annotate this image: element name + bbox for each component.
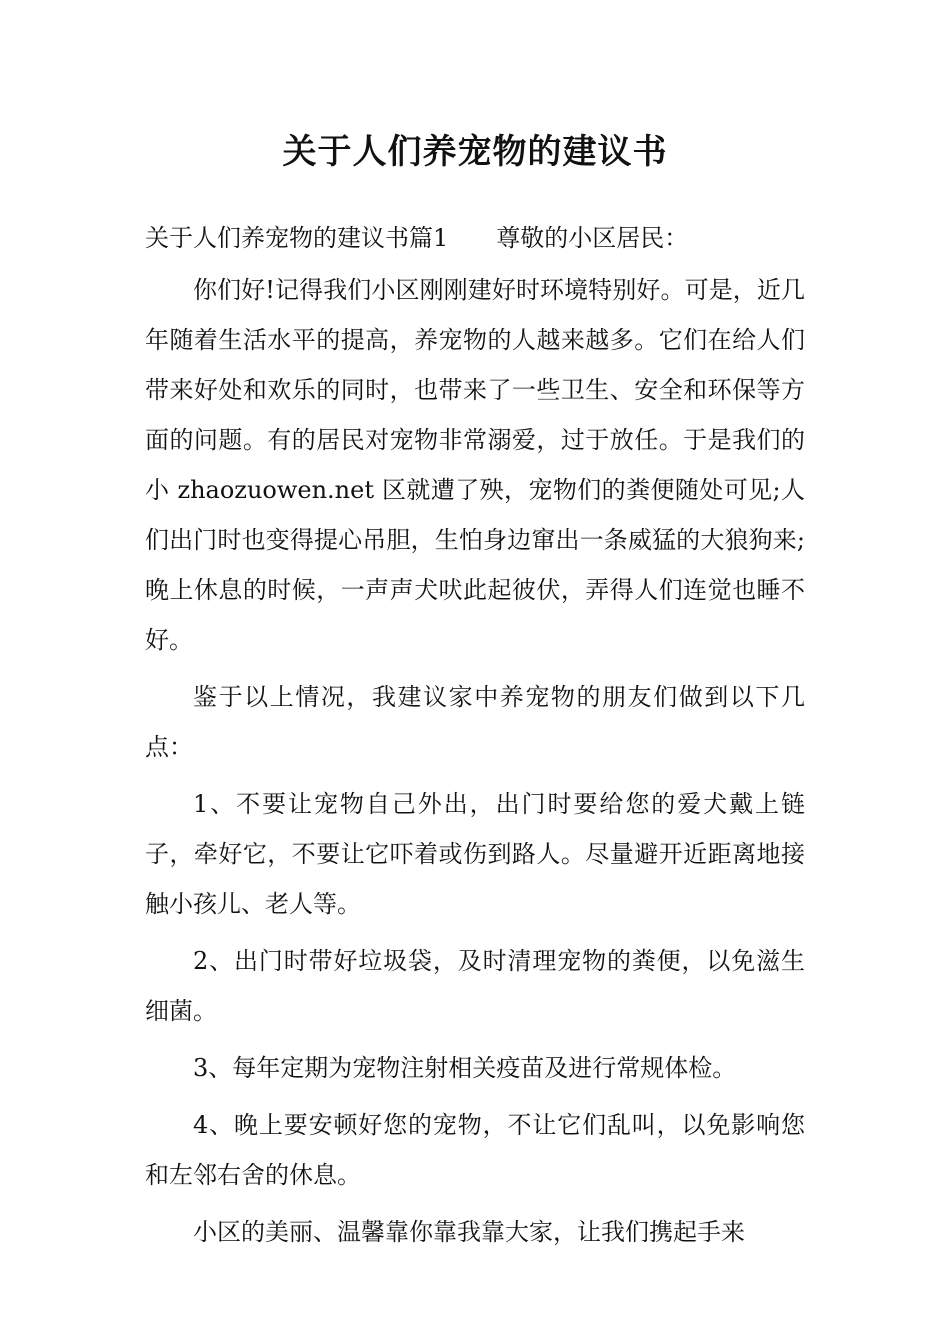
heading-line (145, 213, 805, 263)
paragraph-intro: 你们好!记得我们小区刚刚建好时环境特别好。可是，近几年随着生活水平的提高，养宠物的人越来越多。它们在给人们带来好处和欢乐的同时，也带来了一些卫生、安全和环保等方面的问题。有的居民对宠物非常溺爱，过于放任。于是我们的小 zhaozuowen.net 区就遭了殃，宠物们的粪便随处可见;人们出门时也变得提心吊胆，生怕身边窜出一条威猛的大狼狗来;晚上休息的时候，一声声犬吠此起彼伏，弄得人们连觉也睡不好。 (145, 276, 805, 654)
document-title: 关于人们养宠物的建议书 (282, 132, 668, 172)
paragraph-item-1: 1、不要让宠物自己外出，出门时要给您的爱犬戴上链子，牵好它，不要让它吓着或伤到路人。尽量避开近距离地接触小孩儿、老人等。 (145, 790, 805, 918)
section-heading: 关于人们养宠物的建议书篇1 (145, 224, 449, 252)
paragraph-suggestion-lead: 鉴于以上情况，我建议家中养宠物的朋友们做到以下几点： (145, 683, 805, 761)
paragraph-item-2: 2、出门时带好垃圾袋，及时清理宠物的粪便，以免滋生细菌。 (145, 947, 805, 1025)
paragraph-closing: 小区的美丽、温馨靠你靠我靠大家，让我们携起手来 (193, 1218, 745, 1246)
paragraph-item-3: 3、每年定期为宠物注射相关疫苗及进行常规体检。 (193, 1054, 737, 1082)
salutation: 尊敬的小区居民： (496, 224, 689, 252)
paragraph-item-4: 4、晚上要安顿好您的宠物，不让它们乱叫，以免影响您和左邻右舍的休息。 (145, 1111, 805, 1189)
